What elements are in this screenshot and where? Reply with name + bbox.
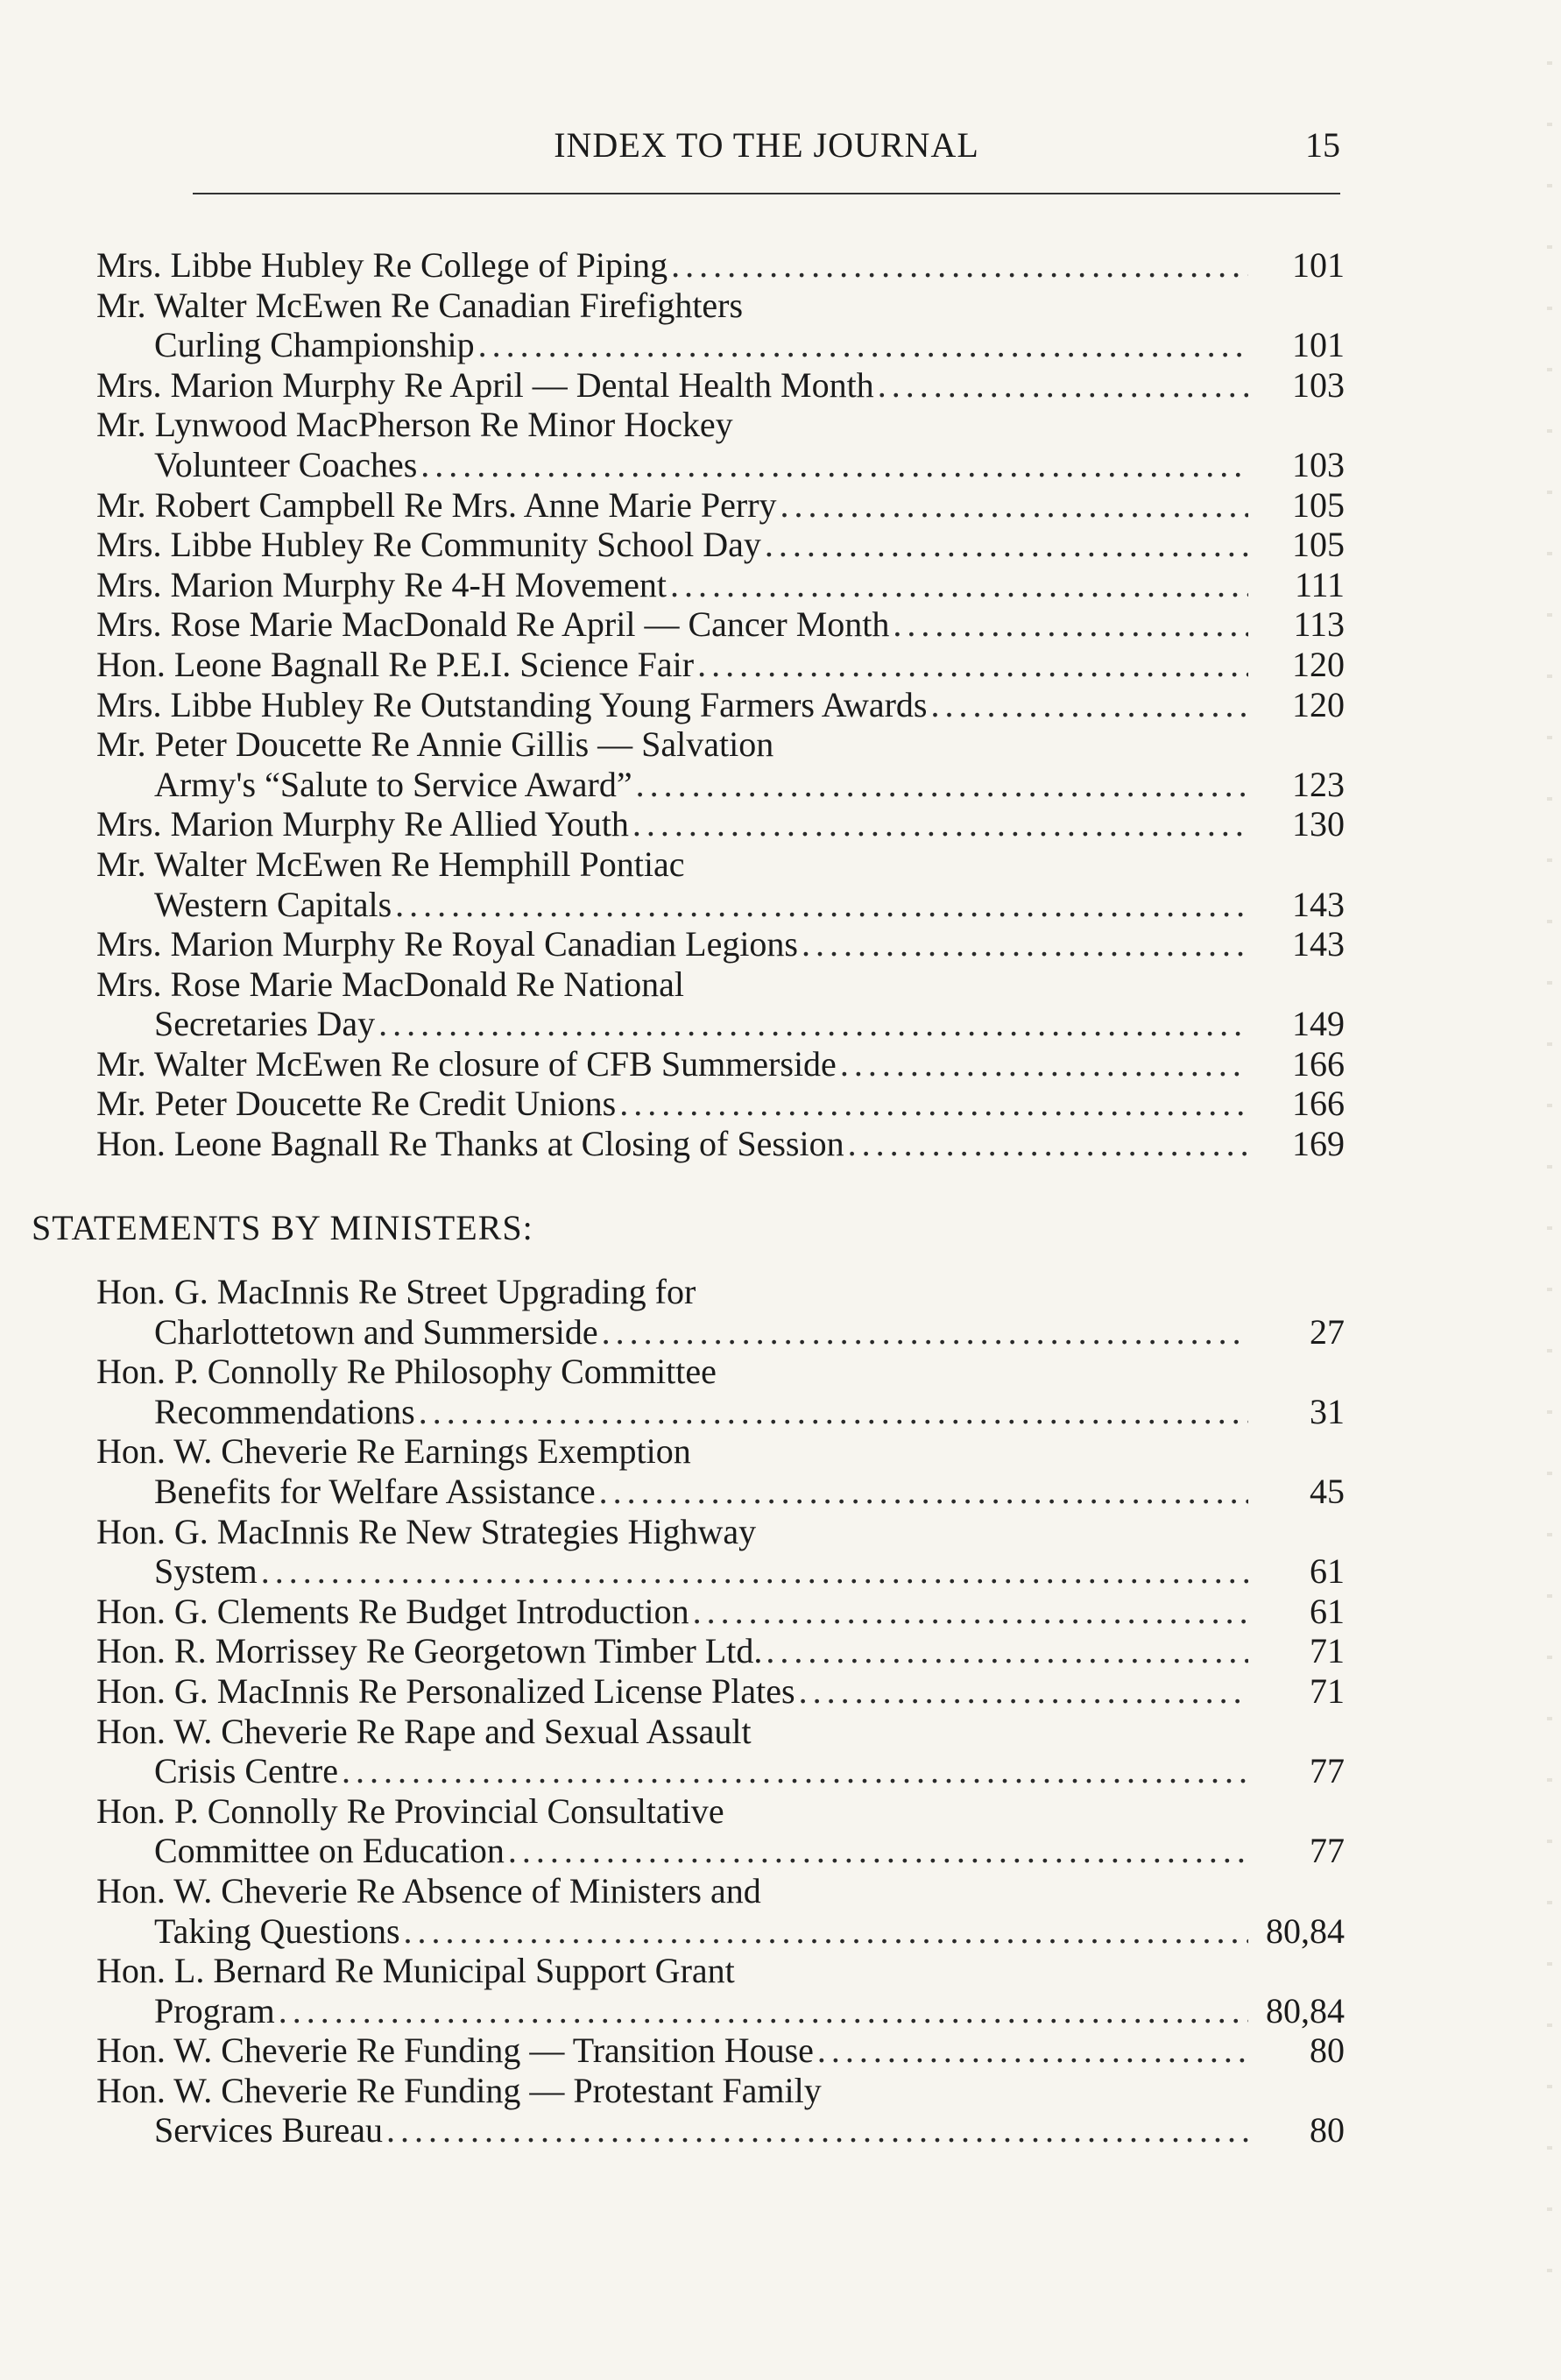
entry-line: [96, 2071, 1345, 2111]
entry-text: Mrs. Libbe Hubley Re Community School Day: [96, 525, 761, 565]
entry-text: Mr. Lynwood MacPherson Re Minor Hockey: [96, 405, 733, 445]
index-entry: [96, 804, 1345, 844]
entry-text: Western Capitals: [154, 884, 392, 924]
entry-line: [96, 1352, 1345, 1392]
entry-page-number: 105: [1292, 525, 1345, 565]
entry-page-number: 80,84: [1266, 1910, 1345, 1951]
entry-text: Mr. Robert Campbell Re Mrs. Anne Marie Perry: [96, 484, 777, 525]
index-entry: [96, 1871, 1345, 1951]
dot-leader: [931, 685, 1249, 725]
entry-page-number: 80: [1310, 2110, 1345, 2150]
entry-line: [96, 685, 1345, 725]
dot-leader: [378, 1004, 1248, 1044]
entry-page-number: 149: [1292, 1004, 1345, 1044]
entry-text: Hon. P. Connolly Re Philosophy Committee: [96, 1352, 717, 1392]
entry-line: [96, 604, 1345, 645]
dot-leader: [671, 245, 1248, 286]
dot-leader: [670, 565, 1248, 605]
entry-text: Crisis Centre: [154, 1751, 338, 1791]
entry-text: Services Bureau: [154, 2110, 384, 2150]
dot-leader: [817, 2030, 1248, 2071]
entry-text: Hon. G. MacInnis Re New Strategies Highway: [96, 1511, 757, 1551]
index-entry: [96, 1084, 1345, 1124]
entry-line: [96, 964, 1345, 1005]
entry-line: [96, 525, 1345, 565]
header-page-number: 15: [1305, 125, 1340, 165]
entry-page-number: 130: [1292, 804, 1345, 844]
entry-page-number: 120: [1292, 644, 1345, 684]
entry-continuation-line: [96, 1312, 1345, 1352]
index-entry: [96, 2030, 1345, 2071]
entry-line: [96, 1431, 1345, 1472]
index-entry: [96, 1044, 1345, 1084]
entry-page-number: 61: [1310, 1551, 1345, 1592]
entry-line: [96, 1084, 1345, 1124]
entry-page-number: 120: [1292, 684, 1345, 724]
index-entries-list: [96, 245, 1345, 1164]
entry-page-number: 101: [1292, 325, 1345, 365]
entry-text: Recommendations: [154, 1391, 415, 1431]
entry-continuation-line: [96, 1004, 1345, 1044]
entry-page-number: 166: [1292, 1043, 1345, 1084]
dot-leader: [279, 1991, 1248, 2031]
dot-leader: [799, 1671, 1248, 1712]
entry-line: [96, 1631, 1345, 1671]
entry-page-number: 45: [1310, 1471, 1345, 1511]
entry-text: Mrs. Rose Marie MacDonald Re April — Cancer Month: [96, 604, 890, 645]
entry-page-number: 71: [1310, 1670, 1345, 1711]
entry-text: Benefits for Welfare Assistance: [154, 1471, 596, 1511]
index-entry: [96, 685, 1345, 725]
dot-leader: [404, 1911, 1248, 1952]
entry-text: Mrs. Marion Murphy Re Allied Youth: [96, 804, 629, 844]
entry-page-number: 143: [1292, 924, 1345, 964]
dot-leader: [636, 765, 1248, 805]
entry-line: [96, 1272, 1345, 1312]
entry-text: Hon. Leone Bagnall Re Thanks at Closing of Session: [96, 1124, 844, 1164]
entry-continuation-line: [96, 325, 1345, 365]
entry-line: [96, 485, 1345, 526]
entry-page-number: 31: [1310, 1391, 1345, 1431]
entry-text: Hon. W. Cheverie Re Absence of Ministers and: [96, 1870, 761, 1910]
entry-text: Secretaries Day: [154, 1004, 376, 1044]
dot-leader: [802, 924, 1248, 964]
dot-leader: [619, 1084, 1248, 1124]
entry-continuation-line: [96, 1551, 1345, 1592]
dot-leader: [840, 1044, 1248, 1084]
index-entry: [96, 245, 1345, 286]
entry-page-number: 123: [1292, 764, 1345, 804]
index-entry: [96, 1352, 1345, 1431]
dot-leader: [766, 1631, 1248, 1671]
entry-text: Mr. Walter McEwen Re Canadian Firefighters: [96, 285, 744, 325]
entry-text: Program: [154, 1990, 275, 2030]
entry-text: Hon. R. Morrissey Re Georgetown Timber Ltd.: [96, 1631, 763, 1671]
entry-line: [96, 245, 1345, 286]
index-entry: [96, 1592, 1345, 1632]
entry-text: Mr. Peter Doucette Re Credit Unions: [96, 1084, 617, 1124]
entry-page-number: 111: [1294, 564, 1345, 604]
entry-text: Hon. L. Bernard Re Municipal Support Grant: [96, 1951, 735, 1991]
entry-text: Hon. Leone Bagnall Re P.E.I. Science Fair: [96, 644, 695, 684]
entry-page-number: 80: [1310, 2030, 1345, 2071]
entry-line: [96, 1951, 1345, 1991]
index-entry: [96, 1512, 1345, 1592]
entry-text: Mr. Walter McEwen Re closure of CFB Summerside: [96, 1043, 837, 1084]
entry-line: [96, 405, 1345, 445]
entry-line: [96, 804, 1345, 844]
index-entry: [96, 964, 1345, 1044]
dot-leader: [632, 804, 1248, 844]
entry-text: Hon. W. Cheverie Re Rape and Sexual Assault: [96, 1711, 752, 1751]
dot-leader: [508, 1831, 1248, 1871]
entry-line: [96, 1671, 1345, 1712]
entry-text: Hon. G. MacInnis Re Street Upgrading for: [96, 1272, 696, 1311]
index-entry: [96, 405, 1345, 484]
index-entry: [96, 1791, 1345, 1871]
entry-page-number: 101: [1292, 245, 1345, 285]
dot-leader: [602, 1312, 1248, 1352]
entry-page-number: 80,84: [1266, 1990, 1345, 2030]
entry-line: [96, 1592, 1345, 1632]
entry-line: [96, 1712, 1345, 1752]
page-header: [193, 124, 1340, 168]
entry-text: Mr. Walter McEwen Re Hemphill Pontiac: [96, 844, 685, 884]
index-entry: [96, 365, 1345, 406]
dot-leader: [878, 365, 1248, 406]
entry-continuation-line: [96, 1991, 1345, 2031]
entry-text: Mrs. Marion Murphy Re April — Dental Health Month: [96, 364, 874, 405]
dot-leader: [848, 1124, 1248, 1164]
entry-text: Army's “Salute to Service Award”: [154, 764, 632, 804]
dot-leader: [599, 1472, 1248, 1512]
entry-line: [96, 286, 1345, 326]
dot-leader: [386, 2110, 1248, 2150]
entry-page-number: 143: [1292, 884, 1345, 924]
entry-continuation-line: [96, 445, 1345, 485]
entry-text: Hon. W. Cheverie Re Funding — Transition House: [96, 2030, 814, 2071]
index-entry: [96, 565, 1345, 605]
index-entry: [96, 485, 1345, 526]
entry-page-number: 77: [1310, 1831, 1345, 1871]
entry-text: Hon. G. MacInnis Re Personalized License Plates: [96, 1670, 795, 1711]
dot-leader: [693, 1592, 1248, 1632]
dot-leader: [765, 525, 1248, 565]
dot-leader: [261, 1551, 1248, 1592]
entry-page-number: 169: [1292, 1124, 1345, 1164]
entry-line: [96, 724, 1345, 765]
entry-continuation-line: [96, 2110, 1345, 2150]
header-title: INDEX TO THE JOURNAL: [554, 125, 979, 165]
dot-leader: [419, 1392, 1248, 1432]
entry-line: [96, 1871, 1345, 1911]
entry-page-number: 61: [1310, 1591, 1345, 1631]
entry-text: Hon. P. Connolly Re Provincial Consultative: [96, 1790, 724, 1831]
dot-leader: [395, 885, 1248, 925]
entry-text: Charlottetown and Summerside: [154, 1311, 598, 1352]
entry-line: [96, 844, 1345, 885]
entry-page-number: 103: [1292, 364, 1345, 405]
header-rule: [193, 193, 1340, 194]
dot-leader: [420, 445, 1248, 485]
entry-page-number: 77: [1310, 1751, 1345, 1791]
entry-text: Volunteer Coaches: [154, 444, 418, 484]
entry-text: Taking Questions: [154, 1910, 400, 1951]
entry-text: Hon. W. Cheverie Re Funding — Protestant Family: [96, 2070, 822, 2110]
dot-leader: [893, 604, 1248, 645]
index-entry: [96, 1671, 1345, 1712]
entry-text: Mrs. Marion Murphy Re Royal Canadian Legions: [96, 924, 798, 964]
index-entry: [96, 645, 1345, 685]
entry-line: [96, 565, 1345, 605]
page-edge-shadow: [1547, 35, 1552, 2313]
index-entry: [96, 2071, 1345, 2150]
entry-line: [96, 365, 1345, 406]
index-entry: [96, 1712, 1345, 1791]
index-entry: [96, 1124, 1345, 1164]
entry-text: Mrs. Libbe Hubley Re Outstanding Young Farmers Awards: [96, 684, 928, 724]
entry-line: [96, 924, 1345, 964]
entry-page-number: 103: [1292, 444, 1345, 484]
index-entry: [96, 1431, 1345, 1511]
index-entry: [96, 924, 1345, 964]
entry-line: [96, 2030, 1345, 2071]
entry-text: Mrs. Libbe Hubley Re College of Piping: [96, 245, 668, 285]
entry-continuation-line: [96, 885, 1345, 925]
dot-leader: [697, 645, 1248, 685]
dot-leader: [780, 485, 1248, 526]
entry-continuation-line: [96, 1831, 1345, 1871]
entry-line: [96, 1512, 1345, 1552]
entry-text: Curling Championship: [154, 325, 475, 365]
index-entry: [96, 1631, 1345, 1671]
entry-continuation-line: [96, 1472, 1345, 1512]
dot-leader: [478, 325, 1248, 365]
entry-line: [96, 1124, 1345, 1164]
entry-text: Hon. G. Clements Re Budget Introduction: [96, 1591, 689, 1631]
entry-text: Mrs. Marion Murphy Re 4-H Movement: [96, 564, 667, 604]
entry-page-number: 113: [1293, 604, 1345, 645]
minister-statements-list: [96, 1272, 1345, 2150]
index-entry: [96, 724, 1345, 804]
entry-text: Hon. W. Cheverie Re Earnings Exemption: [96, 1431, 691, 1472]
entry-page-number: 71: [1310, 1631, 1345, 1671]
index-entry: [96, 1272, 1345, 1352]
index-entry: [96, 525, 1345, 565]
entry-line: [96, 1044, 1345, 1084]
index-entry: [96, 286, 1345, 365]
entry-line: [96, 1791, 1345, 1832]
index-entry: [96, 604, 1345, 645]
entry-page-number: 105: [1292, 484, 1345, 525]
entry-continuation-line: [96, 765, 1345, 805]
entry-text: Mrs. Rose Marie MacDonald Re National: [96, 964, 684, 1004]
entry-page-number: 27: [1310, 1311, 1345, 1352]
entry-text: Committee on Education: [154, 1831, 505, 1871]
entry-line: [96, 645, 1345, 685]
entry-page-number: 166: [1292, 1084, 1345, 1124]
section-heading-statements-by-ministers: STATEMENTS BY MINISTERS:: [32, 1208, 533, 1247]
index-entry: [96, 844, 1345, 924]
entry-text: Mr. Peter Doucette Re Annie Gillis — Salvation: [96, 724, 774, 765]
entry-continuation-line: [96, 1751, 1345, 1791]
dot-leader: [342, 1751, 1248, 1791]
entry-continuation-line: [96, 1911, 1345, 1952]
entry-continuation-line: [96, 1392, 1345, 1432]
entry-text: System: [154, 1551, 258, 1592]
index-entry: [96, 1951, 1345, 2030]
